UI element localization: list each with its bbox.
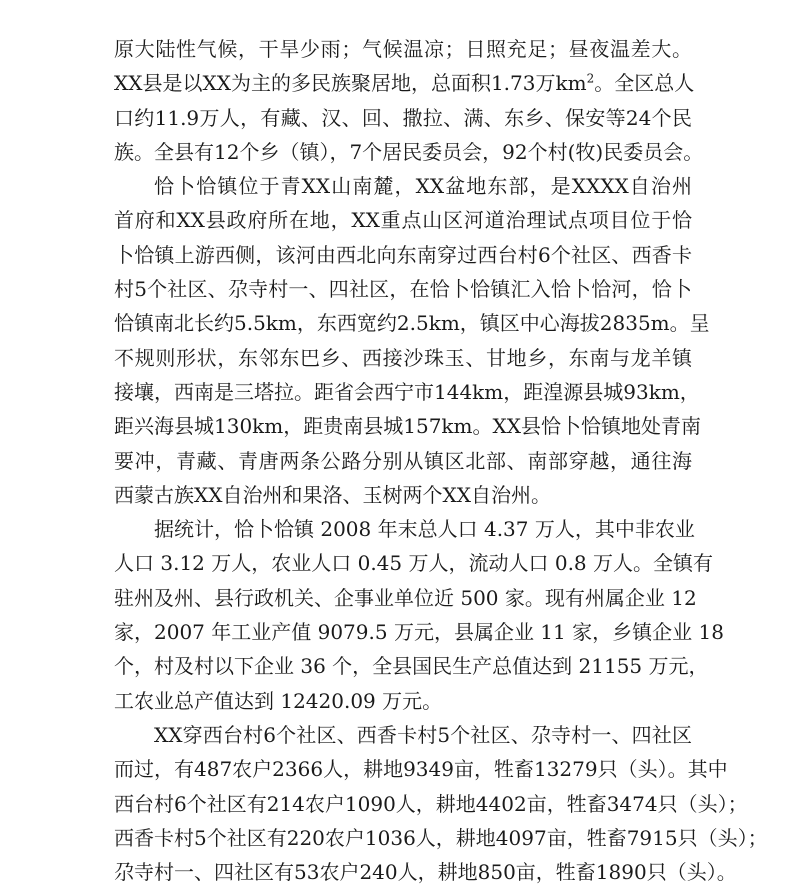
text-line: 原大陆性气候，干旱少雨；气候温凉；日照充足；昼夜温差大。 (114, 37, 692, 61)
text-line: 驻州及州、县行政机关、企事业单位近 500 家。现有州属企业 12 (114, 585, 697, 610)
paragraph-climate (114, 32, 704, 169)
text-line: 要冲，青藏、青唐两条公路分别从镇区北部、南部穿越，通往海 (114, 448, 692, 473)
text-line: 接壤，西南是三塔拉。距省会西宁市144km，距湟源县城93km， (114, 379, 700, 404)
text-line: 而过，有487农户2366人，耕地9349亩，牲畜13279只（头）。其中 (114, 757, 728, 782)
text-line: 西蒙古族XX自治州和果洛、玉树两个XX自治州。 (114, 482, 551, 507)
text-line: 村5个社区、尕寺村一、四社区，在恰卜恰镇汇入恰卜恰河，恰卜 (114, 277, 692, 302)
text-line: 恰卜恰镇位于青XX山南麓，XX盆地东部，是XXXX自治州 (154, 174, 692, 199)
paragraph-statistics (114, 512, 724, 718)
text-line: 西台村6个社区有214农户1090人，耕地4402亩，牲畜3474只（头）； (114, 791, 748, 816)
text-line: 卜恰镇上游西侧，该河由西北向东南穿过西台村6个社区、西香卡 (114, 242, 692, 267)
text-line: XX县是以XX为主的多民族聚居地，总面积1.73万$km^2$。全区总人 (114, 71, 695, 96)
text-line: 口约11.9万人，有藏、汉、回、撒拉、满、东乡、保安等24个民 (114, 105, 692, 130)
text-line: 距兴海县城130km，距贵南县城157km。XX县恰卜恰镇地处青南 (114, 414, 701, 439)
text-line: 首府和XX县政府所在地，XX重点山区河道治理试点项目位于恰 (114, 208, 692, 233)
paragraph-river-villages (114, 718, 768, 889)
text-line: 据统计，恰卜恰镇 2008 年末总人口 4.37 万人，其中非农业 (154, 517, 695, 542)
text-line: 个，村及村以下企业 36 个，全县国民生产总值达到 21155 万元， (114, 654, 709, 679)
text-line: 尕寺村一、四社区有53农户240人，耕地850亩，牲畜1890只（头）。 (114, 860, 737, 885)
text-line: 不规则形状，东邻东巴乡、西接沙珠玉、甘地乡，东南与龙羊镇 (114, 345, 692, 370)
text-line: 恰镇南北长约5.5km，东西宽约2.5km，镇区中心海拔2835m。呈 (114, 311, 710, 336)
document-page (114, 32, 768, 889)
text-line: 族。全县有12个乡（镇），7个居民委员会，92个村(牧)民委员会。 (114, 139, 704, 164)
text-line: 人口 3.12 万人，农业人口 0.45 万人，流动人口 0.8 万人。全镇有 (114, 551, 714, 576)
paragraph-town-location (114, 169, 710, 512)
text-line: 家，2007 年工业产值 9079.5 万元，县属企业 11 家，乡镇企业 18 (114, 620, 724, 645)
text-line: 西香卡村5个社区有220农户1036人，耕地4097亩，牲畜7915只（头）； (114, 825, 768, 850)
text-line: XX穿西台村6个社区、西香卡村5个社区、尕寺村一、四社区 (154, 722, 692, 747)
text-line: 工农业总产值达到 12420.09 万元。 (114, 688, 443, 713)
